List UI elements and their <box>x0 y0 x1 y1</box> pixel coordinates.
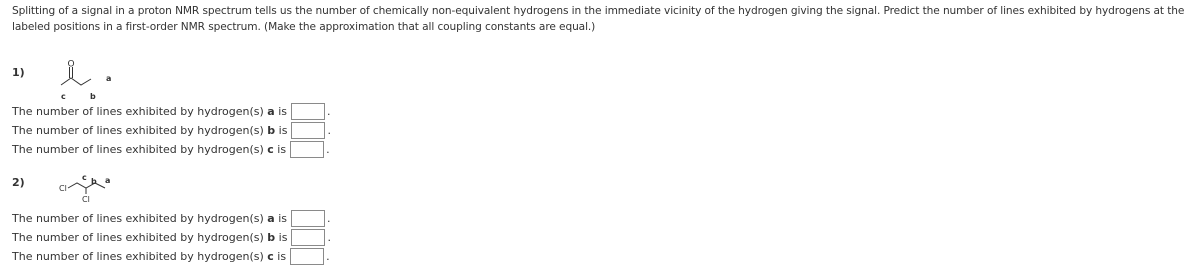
answer-row-2a <box>12 208 331 228</box>
answer-input-1a[interactable] <box>291 103 325 120</box>
row-end: . <box>327 211 331 225</box>
molecule-1-structure <box>50 60 140 102</box>
row-letter: c <box>267 249 274 263</box>
label-b: b <box>90 92 96 101</box>
row-suffix: is <box>273 249 287 263</box>
row-letter: c <box>267 142 274 156</box>
answer-input-2a[interactable] <box>291 210 325 227</box>
molecule-2-structure <box>55 171 135 207</box>
question-1-number: 1) <box>12 66 25 79</box>
row-prefix: The number of lines exhibited by hydrogen(s) <box>12 230 268 244</box>
row-end: . <box>327 123 331 137</box>
answer-row-1b <box>12 120 331 140</box>
row-end: . <box>326 142 330 156</box>
question-instructions: Splitting of a signal in a proton NMR spectrum tells us the number of chemically non-equivalent hydrogens in the immediate vicinity of the hydrogen giving the signal. Predict the number of lines exhibited by hydrogens at the labeled positions in a first-order NMR spectrum. (Make the approximation that all coupling constants are equal.) <box>12 5 1185 33</box>
answer-row-1c <box>12 139 330 159</box>
answer-row-2b <box>12 227 331 247</box>
atom-oxygen: O <box>67 60 75 70</box>
label-b: b <box>91 177 97 186</box>
row-end: . <box>327 104 331 118</box>
answer-input-1c[interactable] <box>290 141 324 158</box>
row-end: . <box>327 230 331 244</box>
answer-input-2b[interactable] <box>291 229 325 246</box>
label-c: c <box>61 92 66 101</box>
row-prefix: The number of lines exhibited by hydrogen(s) <box>12 142 268 156</box>
atom-chlorine-2: Cl <box>82 195 90 204</box>
row-letter: a <box>267 211 275 225</box>
label-c: c <box>82 173 87 182</box>
row-suffix: is <box>275 230 288 244</box>
row-prefix: The number of lines exhibited by hydrogen(s) <box>12 249 268 263</box>
label-a: a <box>105 176 111 185</box>
row-suffix: is <box>274 104 288 118</box>
row-prefix: The number of lines exhibited by hydrogen(s) <box>12 211 268 225</box>
row-letter: a <box>267 104 275 118</box>
answer-input-2c[interactable] <box>290 248 324 265</box>
row-prefix: The number of lines exhibited by hydrogen(s) <box>12 123 268 137</box>
atom-chlorine-1: Cl <box>59 184 67 193</box>
row-end: . <box>326 249 330 263</box>
row-suffix: is <box>273 142 287 156</box>
label-a: a <box>106 74 112 83</box>
row-letter: b <box>267 123 276 137</box>
answer-input-1b[interactable] <box>291 122 325 139</box>
answer-row-1a <box>12 101 331 121</box>
answer-row-2c <box>12 246 330 266</box>
row-prefix: The number of lines exhibited by hydrogen(s) <box>12 104 268 118</box>
row-suffix: is <box>274 211 288 225</box>
row-suffix: is <box>275 123 288 137</box>
question-2-number: 2) <box>12 176 25 189</box>
row-letter: b <box>267 230 276 244</box>
